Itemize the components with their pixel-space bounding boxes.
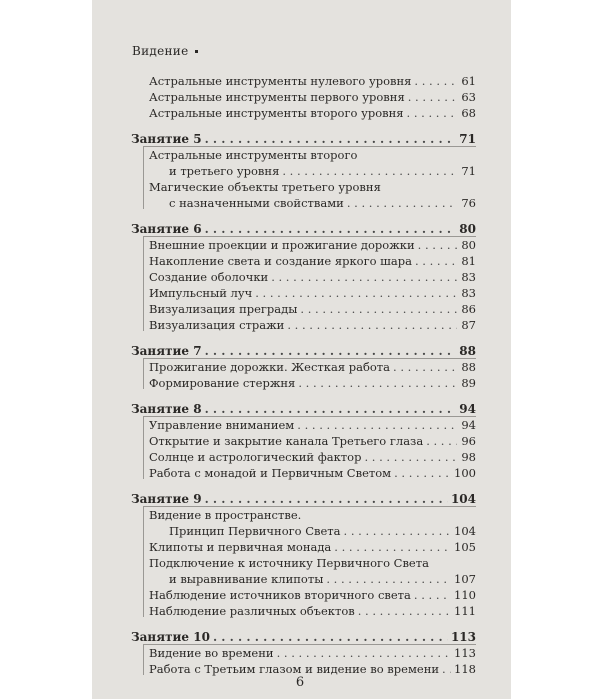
entry-title: Подключение к источнику Первичного Света: [149, 556, 429, 570]
dot-leader: [300, 301, 457, 317]
toc-entry: [131, 195, 476, 211]
toc-entry: [131, 571, 476, 587]
entry-page: 83: [461, 286, 476, 300]
table-of-contents: [131, 73, 476, 677]
dot-leader: [415, 253, 457, 269]
entry-title: Создание оболочки: [149, 270, 269, 284]
entry-title: Видение в пространстве.: [149, 508, 302, 522]
dot-leader: [298, 375, 457, 391]
dot-leader: [205, 343, 457, 359]
entry-page: 111: [454, 604, 476, 618]
dot-leader: [347, 195, 457, 211]
entry-page: 76: [461, 196, 476, 210]
dot-leader: [334, 539, 451, 555]
toc-entry: [131, 163, 476, 179]
entry-title: Визуализация преграды: [149, 302, 298, 316]
entry-page: 63: [461, 90, 476, 104]
entry-page: 89: [461, 376, 476, 390]
entry-page: 98: [461, 450, 476, 464]
dot-leader: [407, 105, 457, 121]
lesson-block: [131, 343, 476, 391]
entry-page: 118: [454, 662, 476, 676]
entry-title: Прожигание дорожки. Жесткая работа: [149, 360, 391, 374]
toc-entry: [131, 449, 476, 465]
bullet-icon: [195, 50, 198, 53]
toc-entry: [131, 237, 476, 253]
toc-entry: [131, 285, 476, 301]
toc-entry: [131, 587, 476, 603]
toc-entry: [131, 89, 476, 105]
toc-entry: [131, 539, 476, 555]
bracket-rule: [143, 644, 476, 645]
dot-leader: [277, 645, 451, 661]
dot-leader: [393, 359, 457, 375]
toc-entry: [131, 465, 476, 481]
bracket-line: [143, 359, 144, 389]
entry-page: 94: [459, 402, 476, 416]
toc-entry: [131, 147, 476, 163]
dot-leader: [364, 449, 457, 465]
dot-leader: [418, 237, 457, 253]
entry-title: с назначенными свойствами: [169, 196, 344, 210]
entry-page: 80: [461, 238, 476, 252]
dot-leader: [394, 465, 451, 481]
entry-title: Видение во времени: [149, 646, 274, 660]
entry-title: Импульсный луч: [149, 286, 253, 300]
lesson-block: [131, 491, 476, 619]
lesson-heading: [131, 221, 476, 237]
toc-entry: [131, 73, 476, 89]
entry-title: Занятие 6: [131, 222, 202, 236]
entry-page: 104: [454, 524, 476, 538]
lesson-block: [131, 401, 476, 481]
entry-title: Занятие 8: [131, 402, 202, 416]
entry-title: Солнце и астрологический фактор: [149, 450, 362, 464]
bracket-line: [143, 147, 144, 209]
entry-page: 104: [450, 492, 476, 506]
entry-page: 71: [459, 132, 476, 146]
lesson-heading: [131, 491, 476, 507]
entry-title: Открытие и закрытие канала Третьего глаза: [149, 434, 424, 448]
entry-page: 61: [461, 74, 476, 88]
entry-title: Накопление света и создание яркого шара: [149, 254, 412, 268]
running-header-title: Видение: [132, 44, 189, 58]
dot-leader: [344, 523, 452, 539]
bracket-rule: [143, 236, 476, 237]
toc-entry: [131, 555, 476, 571]
entry-title: Работа с монадой и Первичным Светом: [149, 466, 392, 480]
toc-entry: [131, 105, 476, 121]
toc-entry: [131, 603, 476, 619]
entry-page: 87: [461, 318, 476, 332]
bracket-line: [143, 417, 144, 479]
toc-entry: [131, 301, 476, 317]
dot-leader: [282, 163, 457, 179]
dot-leader: [205, 131, 457, 147]
bracket-line: [143, 645, 144, 675]
entry-title: Астральные инструменты второго: [149, 148, 358, 162]
entry-title: Наблюдение различных объектов: [149, 604, 355, 618]
bracket-rule: [143, 146, 476, 147]
entry-page: 88: [461, 360, 476, 374]
entry-title: Астральные инструменты первого уровня: [149, 90, 405, 104]
toc-entry: [131, 417, 476, 433]
toc-entry: [131, 253, 476, 269]
dot-leader: [287, 317, 457, 333]
lesson-heading: [131, 629, 476, 645]
dot-leader: [205, 401, 457, 417]
entry-title: Визуализация стражи: [149, 318, 285, 332]
entry-title: и выравнивание клипоты: [169, 572, 324, 586]
dot-leader: [205, 221, 457, 237]
entry-title: Астральные инструменты нулевого уровня: [149, 74, 412, 88]
entry-title: и третьего уровня: [169, 164, 280, 178]
toc-entry: [131, 433, 476, 449]
toc-entry: [131, 645, 476, 661]
entry-title: Занятие 7: [131, 344, 202, 358]
entry-title: Наблюдение источников вторичного света: [149, 588, 411, 602]
dot-leader: [255, 285, 457, 301]
entry-title: Магические объекты третьего уровня: [149, 180, 381, 194]
entry-title: Работа с Третьим глазом и видение во времени: [149, 662, 440, 676]
dot-leader: [205, 491, 448, 507]
entry-title: Клипоты и первичная монада: [149, 540, 332, 554]
dot-leader: [414, 587, 451, 603]
lesson-heading: [131, 401, 476, 417]
dot-leader: [297, 417, 457, 433]
entry-title: Принцип Первичного Света: [169, 524, 341, 538]
toc-entry: [131, 359, 476, 375]
toc-entry: [131, 179, 476, 195]
dot-leader: [326, 571, 451, 587]
spacer: [131, 211, 476, 221]
entry-title: Внешние проекции и прожигание дорожки: [149, 238, 415, 252]
entry-title: Управление вниманием: [149, 418, 295, 432]
spacer: [131, 481, 476, 491]
dot-leader: [213, 629, 448, 645]
entry-title: Занятие 9: [131, 492, 202, 506]
entry-page: 86: [461, 302, 476, 316]
entry-page: 81: [461, 254, 476, 268]
dot-leader: [426, 433, 457, 449]
dot-leader: [358, 603, 451, 619]
entry-page: 113: [450, 630, 476, 644]
entry-page: 68: [461, 106, 476, 120]
lesson-heading: [131, 131, 476, 147]
lesson-block: [131, 629, 476, 677]
dot-leader: [271, 269, 457, 285]
entry-page: 80: [459, 222, 476, 236]
spacer: [131, 391, 476, 401]
entry-page: 105: [454, 540, 476, 554]
spacer: [131, 333, 476, 343]
entry-page: 83: [461, 270, 476, 284]
page-number: 6: [295, 675, 305, 690]
entry-page: 113: [454, 646, 476, 660]
entry-page: 94: [461, 418, 476, 432]
bracket-line: [143, 507, 144, 617]
lesson-block: [131, 221, 476, 333]
bracket-rule: [143, 416, 476, 417]
toc-entry: [131, 269, 476, 285]
entry-title: Занятие 5: [131, 132, 202, 146]
toc-entry: [131, 507, 476, 523]
entry-page: 100: [454, 466, 476, 480]
toc-entry: [131, 317, 476, 333]
lesson-block: [131, 131, 476, 211]
entry-title: Занятие 10: [131, 630, 210, 644]
lesson-heading: [131, 343, 476, 359]
spacer: [131, 121, 476, 131]
toc-entry: [131, 523, 476, 539]
entry-page: 96: [461, 434, 476, 448]
entry-page: 107: [454, 572, 476, 586]
entry-title: Формирование стержня: [149, 376, 296, 390]
bracket-rule: [143, 506, 476, 507]
dot-leader: [414, 73, 457, 89]
bracket-rule: [143, 358, 476, 359]
entry-title: Астральные инструменты второго уровня: [149, 106, 404, 120]
dot-leader: [408, 89, 457, 105]
running-header: [132, 44, 198, 58]
toc-entry: [131, 375, 476, 391]
entry-page: 88: [459, 344, 476, 358]
spacer: [131, 619, 476, 629]
entry-page: 71: [461, 164, 476, 178]
bracket-line: [143, 237, 144, 331]
entry-page: 110: [454, 588, 476, 602]
